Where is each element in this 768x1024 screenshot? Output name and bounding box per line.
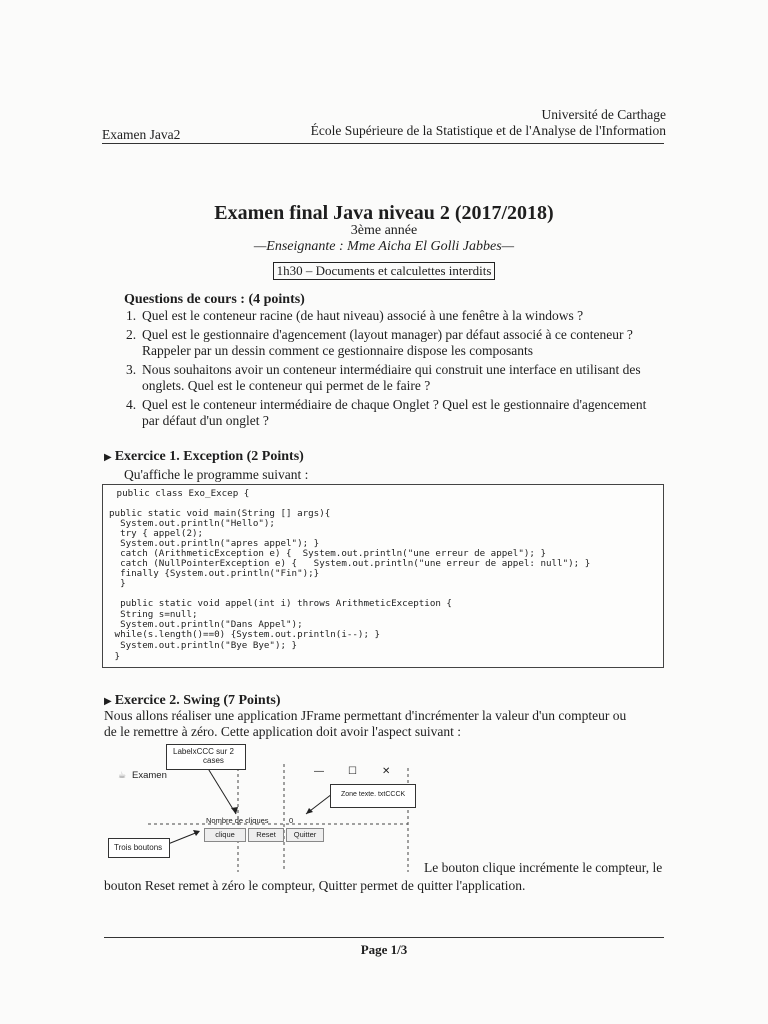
swing-figure [108, 744, 428, 874]
minimize-icon: — [314, 766, 324, 777]
page-number: Page 1/3 [360, 942, 408, 957]
question-text: Quel est le conteneur intermédiaire de chaque Onglet ? Quel est le gestionnaire d'agencement [142, 397, 647, 412]
code-line: System.out.println("Bye Bye"); } [109, 640, 298, 651]
counter-label: Nombre de cliques [206, 816, 269, 825]
maximize-icon: ☐ [348, 766, 357, 777]
question-number: 3. [126, 362, 137, 377]
header-rule [102, 143, 664, 144]
exercise-1-intro: Qu'affiche le programme suivant : [124, 467, 309, 482]
code-line: catch (NullPointerException e) { System.out.println("une erreur de appel: null"); } [109, 558, 591, 569]
code-line: public class Exo_Excep { [111, 488, 250, 499]
header-left: Examen Java2 [102, 127, 181, 142]
question-text: onglets. Quel est le conteneur qui permet de le faire ? [142, 378, 431, 393]
code-line: String s=null; [109, 609, 198, 620]
duration-wrapper [0, 262, 768, 280]
code-line: } [109, 651, 121, 662]
course-heading: Questions de cours : (4 points) [124, 292, 305, 307]
counter-value: 0 [289, 816, 294, 825]
exercise-1-heading [104, 449, 304, 465]
zone-texte-callout [330, 784, 416, 808]
question-number: 2. [126, 327, 137, 342]
course-questions [126, 308, 686, 428]
quitter-button: Quitter [286, 828, 324, 842]
code-line: System.out.println("apres appel"); } [109, 538, 320, 549]
exercise-1-title: Exercice 1. Exception (2 Points) [114, 449, 304, 464]
reset-button: Reset [248, 828, 284, 842]
question-text: par défaut d'un onglet ? [142, 413, 269, 428]
question-text: Quel est le gestionnaire d'agencement (layout manager) par défaut associé à ce conteneur ? [142, 327, 633, 342]
java-cup-icon: ☕ [118, 770, 127, 780]
trois-boutons-callout [108, 838, 170, 858]
close-icon: ✕ [382, 766, 391, 777]
code-line: System.out.println("Hello"); [109, 518, 275, 529]
exercise-2-intro-1: Nous allons réaliser une application JFrame permettant d'incrémenter la valeur d'un compteur ou [104, 708, 627, 723]
window-title: Examen [132, 770, 167, 781]
label-callout-text: cases [203, 756, 224, 765]
triangle-bullet-icon: ▶ [104, 452, 112, 463]
teacher-line: —Enseignante : Mme Aicha El Golli Jabbes— [253, 239, 515, 254]
trois-boutons-text: Trois boutons [114, 843, 163, 852]
triangle-bullet-icon: ▶ [104, 696, 112, 707]
code-line: finally {System.out.println("Fin");} [109, 568, 320, 579]
question-number: 4. [126, 397, 137, 412]
year-subtitle: 3ème année [350, 223, 418, 238]
code-line: public static void main(String [] args){ [109, 508, 331, 519]
footer-rule [104, 937, 664, 938]
exercise-2-title: Exercice 2. Swing (7 Points) [114, 693, 281, 708]
code-line: catch (ArithmeticException e) { System.out.println("une erreur de appel"); } [109, 548, 546, 559]
question-text: Nous souhaitons avoir un conteneur intermédiaire qui construit une interface en utilisant des [142, 362, 641, 377]
university-name: Université de Carthage [541, 107, 666, 122]
clique-button: clique [204, 828, 246, 842]
label-callout-text: LabelxCCC sur 2 [173, 747, 234, 756]
code-listing [102, 484, 664, 668]
zone-texte-callout-text: Zone texte. txtCCCK [341, 791, 406, 798]
exercise-2-intro-2: de le remettre à zéro. Cette application doit avoir l'aspect suivant : [104, 724, 462, 739]
question-number: 1. [126, 308, 137, 323]
code-line: System.out.println("Dans Appel"); [109, 619, 303, 630]
code-line: while(s.length()==0) {System.out.println(i--); } [109, 629, 381, 640]
exercise-2-after-2: bouton Reset remet à zéro le compteur, Quitter permet de quitter l'application. [104, 878, 526, 893]
exercise-2-heading [104, 693, 280, 709]
code-line: } [109, 578, 126, 589]
exercise-2-after-1: Le bouton clique incrémente le compteur, le [424, 860, 663, 875]
label-callout [166, 744, 246, 770]
page-title: Examen final Java niveau 2 (2017/2018) [214, 202, 554, 224]
code-line: public static void appel(int i) throws ArithmeticException { [109, 598, 452, 609]
school-name: École Supérieure de la Statistique et de l'Analyse de l'Information [310, 123, 666, 138]
question-text: Quel est le conteneur racine (de haut niveau) associé à une fenêtre à la windows ? [142, 308, 584, 323]
question-text: Rappeler par un dessin comment ce gestionnaire dispose les composants [142, 343, 534, 358]
duration-box: 1h30 – Documents et calculettes interdits [273, 262, 496, 280]
code-line: try { appel(2); [109, 528, 204, 539]
